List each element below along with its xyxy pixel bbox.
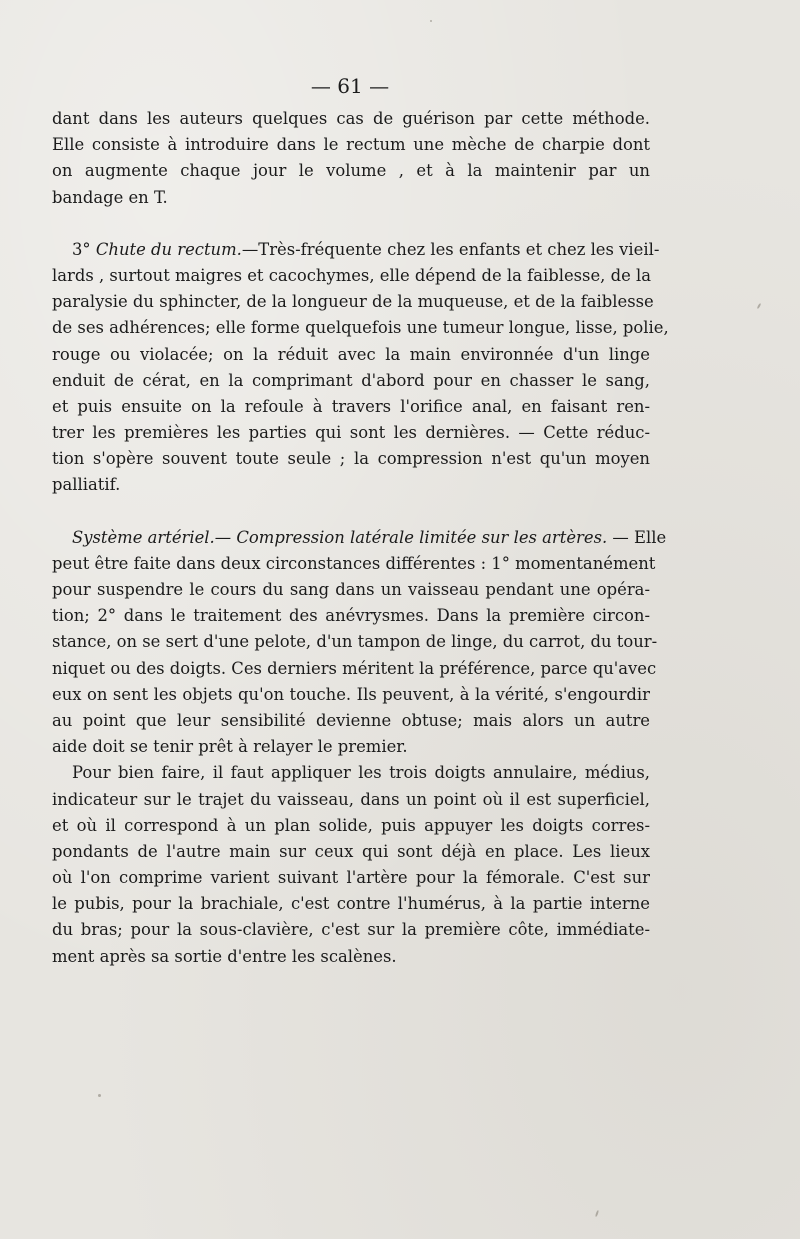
text-line: pour suspendre le cours du sang dans un vaisseau pendant une opéra- <box>52 580 650 599</box>
paper-speck <box>757 303 762 309</box>
text-line: eux on sent les objets qu'on touche. Ils peuvent, à la vérité, s'engourdir <box>52 684 650 704</box>
page-number: — 61 — <box>310 74 390 98</box>
paragraph-1 <box>52 106 650 211</box>
text-line: lards , surtout maigres et cacochymes, elle dépend de la faiblesse, de la <box>52 265 652 285</box>
text-line: tion; 2° dans le traitement des anévrysmes. Dans la première circon- <box>52 606 650 626</box>
heading-line-rest: —Très-fréquente chez les enfants et chez les vieil- <box>241 239 660 259</box>
heading-line-rest: — Elle <box>607 527 667 547</box>
text-line: et puis ensuite on la refoule à travers l'orifice anal, en faisant ren- <box>52 396 650 416</box>
text-line: au point que leur sensibilité devienne obtuse; mais alors un autre <box>52 710 650 730</box>
paragraph-3 <box>52 525 667 761</box>
text-line: paralysie du sphincter, de la longueur de la muqueuse, et de la faiblesse <box>52 292 654 312</box>
text-line: enduit de cérat, en la comprimant d'abord pour en chasser le sang, <box>52 370 650 390</box>
text-line: rouge ou violacée; on la réduit avec la main environnée d'un linge <box>52 344 650 364</box>
text-line: bandage en T. <box>52 187 168 207</box>
text-line: de ses adhérences; elle forme quelquefois une tumeur longue, lisse, polie, <box>52 318 669 338</box>
text-line: peut être faite dans deux circonstances différentes : 1° momentanément <box>52 553 656 573</box>
text-line: stance, on se sert d'une pelote, d'un tampon de linge, du carrot, du tour- <box>52 632 658 652</box>
paper-speck <box>98 1094 101 1097</box>
text-line: dant dans les auteurs quelques cas de guérison par cette méthode. <box>52 109 650 128</box>
text-line: et où il correspond à un plan solide, puis appuyer les doigts corres- <box>52 815 650 835</box>
paragraph-4 <box>52 760 650 970</box>
text-line: Elle consiste à introduire dans le rectum une mèche de charpie dont <box>52 135 650 155</box>
text-line: le pubis, pour la brachiale, c'est contre l'humérus, à la partie interne <box>52 894 650 914</box>
text-line: où l'on comprime varient suivant l'artère pour la fémorale. C'est sur <box>52 868 650 888</box>
heading-line <box>52 237 660 263</box>
paragraph-2 <box>52 237 669 499</box>
section-heading: Système artériel.— Compression latérale limitée sur les artères. <box>72 527 608 547</box>
text-line: ment après sa sortie d'entre les scalènes. <box>52 946 397 966</box>
heading-line <box>52 525 667 551</box>
section-heading: Chute du rectum. <box>95 239 242 259</box>
text-line: niquet ou des doigts. Ces derniers méritent la préférence, parce qu'avec <box>52 658 657 678</box>
section-number: 3° <box>72 239 91 259</box>
text-line: pondants de l'autre main sur ceux qui sont déjà en place. Les lieux <box>52 841 650 861</box>
paper-speck <box>595 1210 599 1217</box>
text-line: tion s'opère souvent toute seule ; la compression n'est qu'un moyen <box>52 449 650 469</box>
text-line: Pour bien faire, il faut appliquer les trois doigts annulaire, médius, <box>72 763 650 783</box>
text-line: trer les premières les parties qui sont les dernières. — Cette réduc- <box>52 423 650 443</box>
paper-speck <box>430 20 432 22</box>
text-line: indicateur sur le trajet du vaisseau, dans un point où il est superficiel, <box>52 789 650 809</box>
text-line: palliatif. <box>52 475 121 495</box>
text-line: on augmente chaque jour le volume , et à la maintenir par un <box>52 161 650 181</box>
text-line: du bras; pour la sous-clavière, c'est sur la première côte, immédiate- <box>52 920 650 940</box>
text-line: aide doit se tenir prêt à relayer le premier. <box>52 737 408 757</box>
body-text <box>52 106 669 970</box>
